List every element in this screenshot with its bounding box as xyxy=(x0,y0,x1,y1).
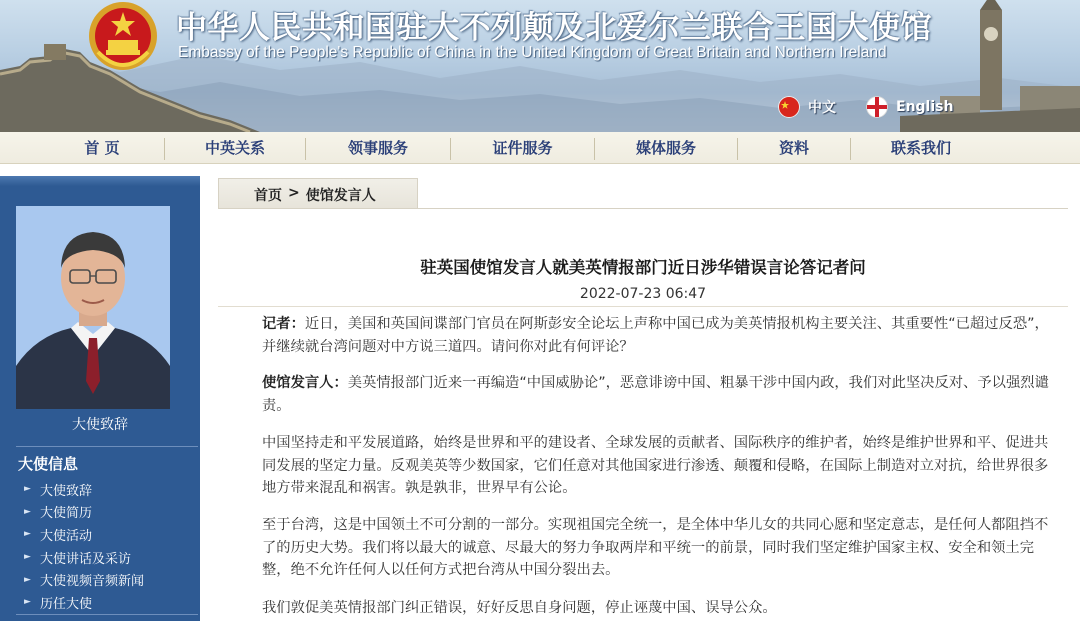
header-banner xyxy=(0,0,1080,132)
title-divider xyxy=(218,306,1068,307)
lang-chinese-label: 中文 xyxy=(808,100,836,116)
uk-flag-icon xyxy=(866,96,888,118)
article-paragraph xyxy=(262,313,1062,358)
nav-item-contact-us[interactable]: 联系我们 xyxy=(890,139,951,157)
arrow-bullet-icon: ► xyxy=(24,552,31,563)
breadcrumb-rule xyxy=(218,208,1068,209)
china-flag-icon xyxy=(778,96,800,118)
breadcrumb-current-link[interactable]: 使馆发言人 xyxy=(305,188,376,204)
nav-item-home[interactable]: 首 页 xyxy=(84,139,120,157)
lang-english-link[interactable] xyxy=(866,96,953,118)
sidebar-item-label: 历任大使 xyxy=(40,596,93,612)
ambassador-photo xyxy=(16,206,170,409)
breadcrumb-home-link[interactable]: 首页 xyxy=(254,188,282,204)
arrow-bullet-icon: ► xyxy=(24,597,31,608)
sidebar-item-former-ambassadors[interactable] xyxy=(24,591,200,614)
sidebar-item-ambassador-bio[interactable] xyxy=(24,501,200,524)
article-paragraph xyxy=(262,372,1062,417)
paragraph-text: 至于台湾，这是中国领土不可分割的一部分。实现祖国完全统一，是全体中华儿女的共同心愿和坚定意志，是任何人都阻挡不了的历史大势。我们将以最大的诚意、尽最大的努力争取两岸和平统一的前景，同时我们坚定维护国家主权、安全和领土完整，绝不允许任何人以任何方式把台湾从中国分裂出去。 xyxy=(262,517,1049,578)
main-nav xyxy=(0,132,1080,164)
arrow-bullet-icon: ► xyxy=(24,484,31,495)
nav-item-media-services[interactable]: 媒体服务 xyxy=(635,139,696,157)
speaker-label: 使馆发言人： xyxy=(262,375,348,391)
sidebar-item-ambassador-remarks[interactable] xyxy=(24,478,200,501)
article-date: 2022-07-23 06:47 xyxy=(579,286,707,302)
nav-item-document-services[interactable]: 证件服务 xyxy=(492,139,553,157)
article-paragraph xyxy=(262,514,1062,582)
arrow-bullet-icon: ► xyxy=(24,529,31,540)
national-emblem-icon xyxy=(84,0,162,78)
sidebar-item-video-audio-news[interactable] xyxy=(24,568,200,591)
article-paragraph xyxy=(262,597,1062,620)
paragraph-text: 美英情报部门近来一再编造“中国威胁论”，恶意诽谤中国、粗暴干涉中国内政，我们对此坚决反对、予以强烈谴责。 xyxy=(262,375,1049,414)
lang-chinese-link[interactable] xyxy=(778,96,836,118)
sidebar-section-heading: 大使信息 xyxy=(18,455,79,473)
sidebar-divider xyxy=(16,446,198,447)
sidebar-link-list xyxy=(24,478,200,614)
lang-english-label: English xyxy=(896,99,954,115)
article-title: 驻英国使馆发言人就美英情报部门近日涉华错误言论答记者问 xyxy=(420,258,866,277)
ambassador-portrait[interactable] xyxy=(16,206,170,409)
paragraph-text: 我们敦促美英情报部门纠正错误，好好反思自身问题，停止诬蔑中国、误导公众。 xyxy=(262,600,777,616)
sidebar-divider xyxy=(16,614,198,615)
speaker-label: 记者： xyxy=(262,316,305,332)
nav-item-sino-uk-relations[interactable]: 中英关系 xyxy=(204,139,265,157)
nav-item-resources[interactable]: 资料 xyxy=(778,139,809,157)
breadcrumb-separator: > xyxy=(288,185,300,201)
portrait-caption-link[interactable]: 大使致辞 xyxy=(72,417,128,433)
site-title-cn: 中华人民共和国驻大不列颠及北爱尔兰联合王国大使馆 xyxy=(176,10,932,46)
site-title-en: Embassy of the People's Republic of China in the United Kingdom of Great Britain and Northern Ireland xyxy=(178,44,887,61)
sidebar-item-label: 大使简历 xyxy=(40,506,93,522)
arrow-bullet-icon: ► xyxy=(24,574,31,585)
sidebar-item-label: 大使活动 xyxy=(40,528,93,544)
sidebar-item-label: 大使致辞 xyxy=(40,483,93,499)
nav-item-consular-services[interactable]: 领事服务 xyxy=(347,139,408,157)
sidebar-item-label: 大使视频音频新闻 xyxy=(40,574,145,590)
paragraph-text: 中国坚持走和平发展道路，始终是世界和平的建设者、全球发展的贡献者、国际秩序的维护者，始终是维护世界和平、促进共同发展的坚定力量。反观美英等少数国家，它们任意对其他国家进行渗透、颠覆和侵略，在国际上制造对立对抗，给世界很多地方带来混乱和祸害。孰是孰非，世界早有公论。 xyxy=(262,435,1049,496)
sidebar-item-label: 大使讲话及采访 xyxy=(40,551,132,567)
paragraph-text: 近日，美国和英国间谍部门官员在阿斯彭安全论坛上声称中国已成为美英情报机构主要关注、其重要性“已超过反恐”，并继续就台湾问题对中方说三道四。请问你对此有何评论？ xyxy=(262,316,1049,355)
article-paragraph xyxy=(262,432,1062,500)
sidebar-item-ambassador-activities[interactable] xyxy=(24,523,200,546)
breadcrumb xyxy=(254,185,376,205)
arrow-bullet-icon: ► xyxy=(24,506,31,517)
sidebar-item-speeches-interviews[interactable] xyxy=(24,546,200,569)
sidebar-top-strip xyxy=(0,176,200,186)
